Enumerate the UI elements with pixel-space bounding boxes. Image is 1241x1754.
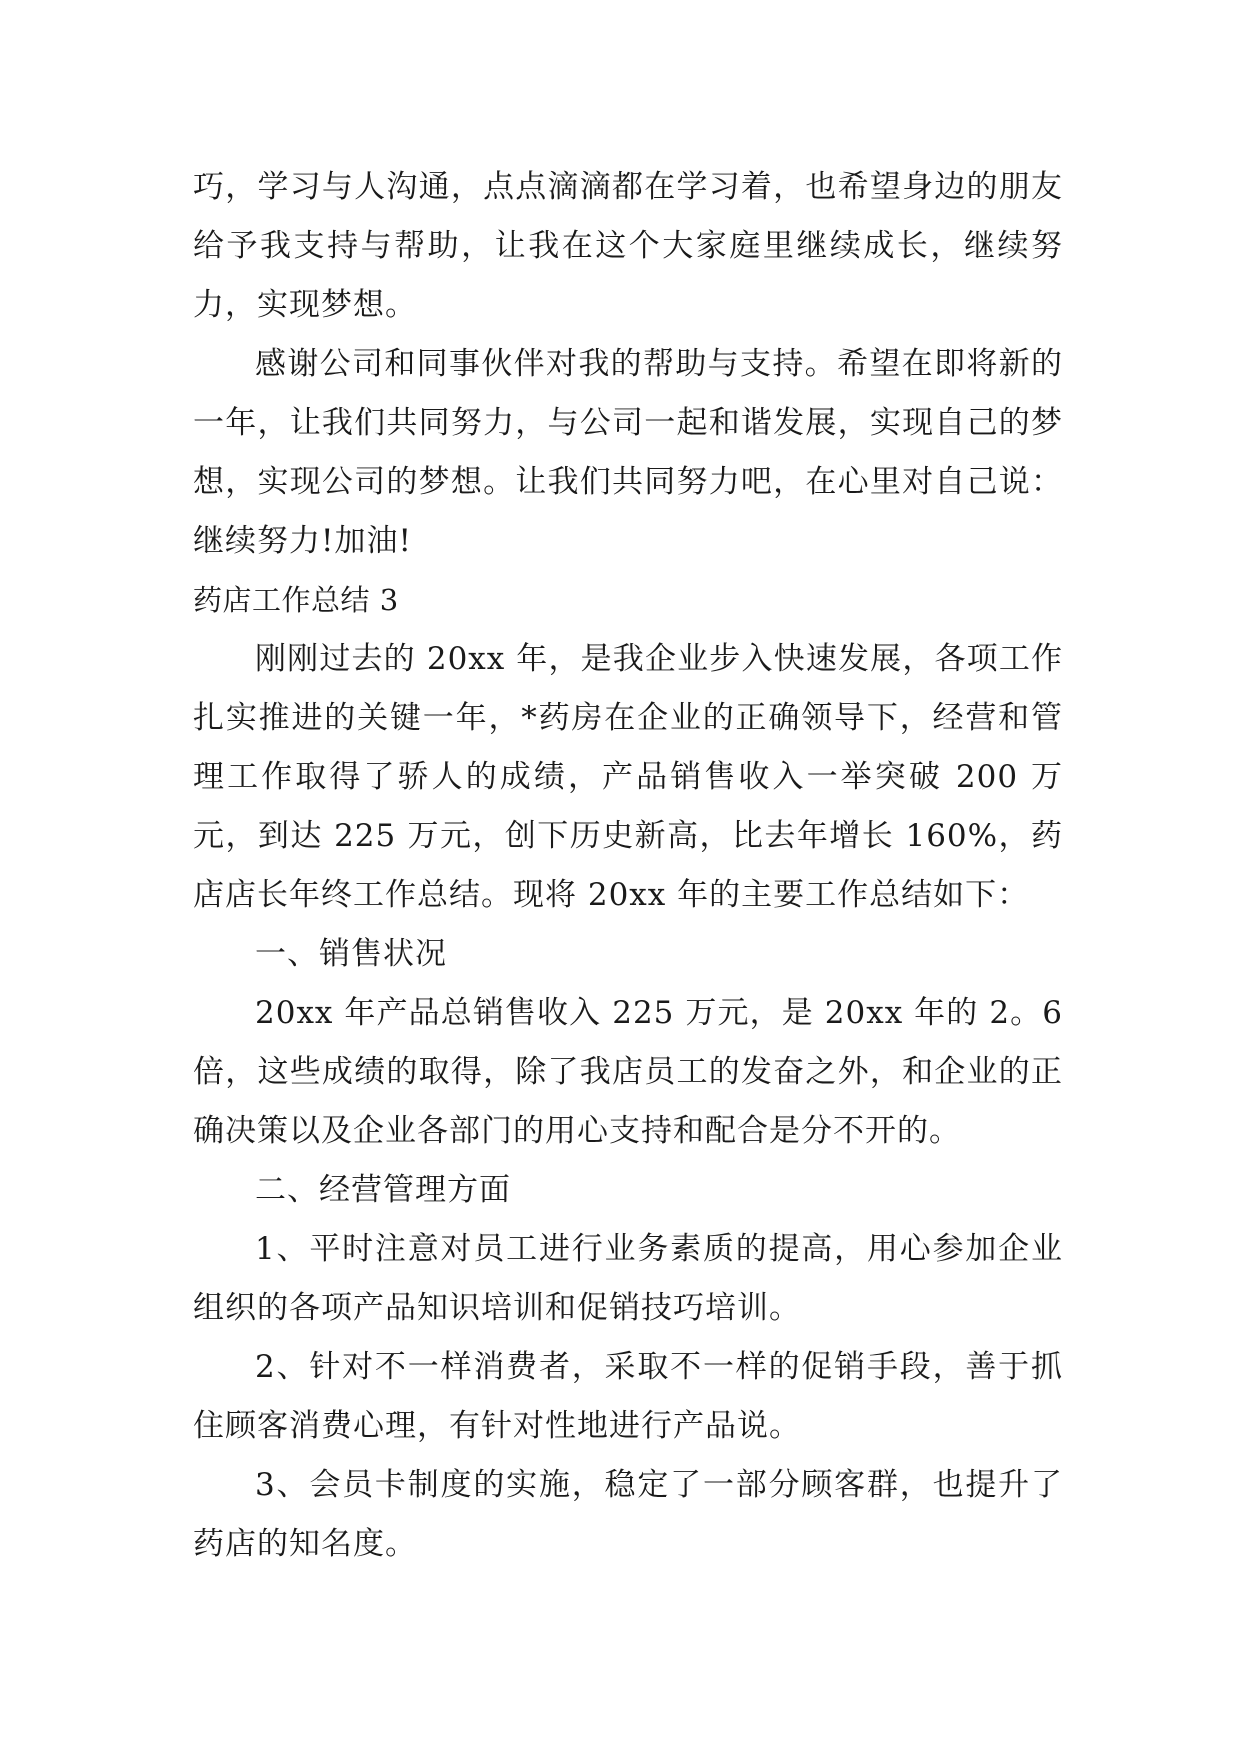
paragraph-continued-learning: 巧，学习与人沟通，点点滴滴都在学习着，也希望身边的朋友给予我支持与帮助，让我在这个大家庭里继续成长，继续努力，实现梦想。: [193, 169, 1063, 323]
heading-sales-status: 一、销售状况: [255, 936, 447, 972]
section-title: 药店工作总结 3: [193, 583, 399, 617]
heading-operation-management: 二、经营管理方面: [255, 1172, 511, 1208]
paragraph-sales-revenue: 20xx 年产品总销售收入 225 万元，是 20xx 年的 2。6 倍，这些成绩的取得，除了我店员工的发奋之外，和企业的正确决策以及企业各部门的用心支持和配合是分不开的。: [193, 995, 1063, 1149]
list-item-promotion: 2、针对不一样消费者，采取不一样的促销手段，善于抓住顾客消费心理，有针对性地进行产品说。: [193, 1349, 1063, 1444]
document-body: [193, 158, 1063, 1574]
paragraph-year-summary: 刚刚过去的 20xx 年，是我企业步入快速发展，各项工作扎实推进的关键一年，*药房在企业的正确领导下，经营和管理工作取得了骄人的成绩，产品销售收入一举突破 200 万元，到达 225 万元，创下历史新高，比去年增长 160%，药店店长年终工作总结。现将 20xx 年的主要工作总结如下：: [193, 641, 1063, 913]
paragraph-thanks: 感谢公司和同事伙伴对我的帮助与支持。希望在即将新的一年，让我们共同努力，与公司一起和谐发展，实现自己的梦想，实现公司的梦想。让我们共同努力吧，在心里对自己说：继续努力!加油!: [193, 346, 1063, 559]
list-item-membership: 3、会员卡制度的实施，稳定了一部分顾客群，也提升了药店的知名度。: [193, 1467, 1063, 1562]
list-item-training: 1、平时注意对员工进行业务素质的提高，用心参加企业组织的各项产品知识培训和促销技巧培训。: [193, 1231, 1063, 1326]
